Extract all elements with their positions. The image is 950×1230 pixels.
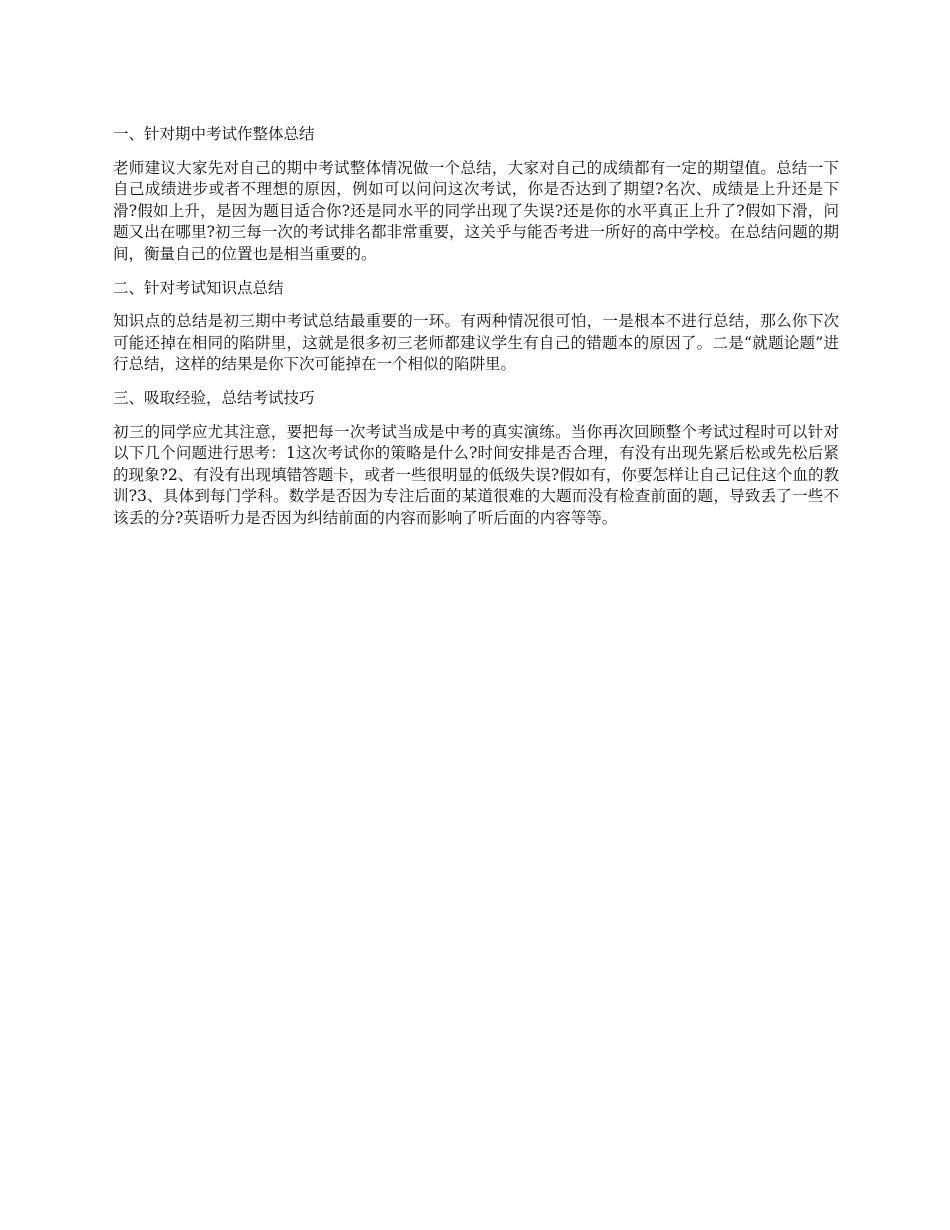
section-heading: 二、针对考试知识点总结 [113, 278, 284, 297]
section-paragraph: 知识点的总结是初三期中考试总结最重要的一环。有两种情况很可怕，一是根本不进行总结，那么你下次可能还掉在相同的陷阱里，这就是很多初三老师都建议学生有自己的错题本的原因了。二是“就题论题”进行总结，这样的结果是你下次可能掉在一个相似的陷阱里。 [113, 312, 839, 374]
document-page [113, 124, 839, 542]
section-heading: 一、针对期中考试作整体总结 [113, 125, 315, 143]
section-paragraph: 老师建议大家先对自己的期中考试整体情况做一个总结，大家对自己的成绩都有一定的期望值。总结一下自己成绩进步或者不理想的原因，例如可以问问这次考试，你是否达到了期望?名次、成绩是上升还是下滑?假如上升，是因为题目适合你?还是同水平的同学出现了失误?还是你的水平真正上升了?假如下滑，问题又出在哪里?初三每一次的考试排名都非常重要，这关乎与能否考进一所好的高中学校。在总结问题的期间，衡量自己的位置也是相当重要的。 [113, 158, 839, 263]
section-paragraph: 初三的同学应尤其注意，要把每一次考试当成是中考的真实演练。当你再次回顾整个考试过程时可以针对以下几个问题进行思考：1这次考试你的策略是什么?时间安排是否合理，有没有出现先紧后松或先松后紧的现象?2、有没有出现填错答题卡，或者一些很明显的低级失误?假如有，你要怎样让自己记住这个血的教训?3、具体到每门学科。数学是否因为专注后面的某道很难的大题而没有检查前面的题，导致丢了一些不该丢的分?英语听力是否因为纠结前面的内容而影响了听后面的内容等等。 [113, 422, 839, 527]
section-exam-skills [113, 388, 839, 530]
section-knowledge-summary [113, 278, 839, 376]
section-overall-summary [113, 124, 839, 266]
section-heading: 三、吸取经验，总结考试技巧 [113, 388, 315, 407]
